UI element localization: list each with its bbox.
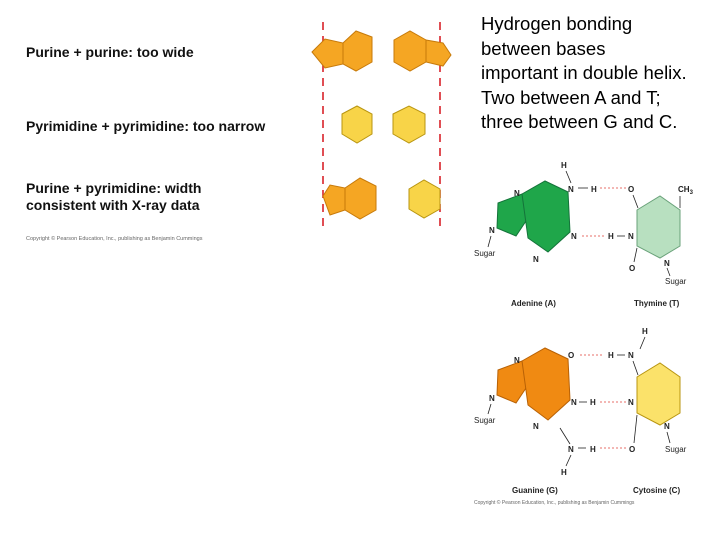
- row-purine-pyrimidine-label-line1: Purine + pyrimidine: width: [26, 180, 202, 196]
- purine-right-shape: [394, 31, 451, 71]
- adenine-molecule: [497, 181, 570, 252]
- thymine-o4: O: [628, 185, 635, 194]
- row-purine-pyrimidine-label-line2: consistent with X-ray data: [26, 197, 200, 213]
- thymine-sugar: Sugar: [665, 277, 687, 286]
- guanine-n9: N: [489, 394, 495, 403]
- guanine-amino-n: N: [568, 445, 574, 454]
- guanine-amino-h: H: [590, 445, 596, 454]
- cytosine-o2: O: [629, 445, 636, 454]
- caption-line-5: three between G and C.: [481, 111, 678, 132]
- pyrimidine-right-shape: [393, 106, 425, 143]
- caption-line-4: Two between A and T;: [481, 86, 661, 108]
- guanine-molecule: [497, 348, 570, 420]
- guanine-sugar: Sugar: [474, 416, 496, 425]
- thymine-ch3: $CH_3$: [678, 185, 693, 196]
- left-copyright: Copyright © Pearson Education, Inc., publishing as Benjamin Cummings: [26, 236, 203, 242]
- thymine-label: Thymine (T): [634, 299, 680, 308]
- adenine-amino-h-top: H: [561, 161, 567, 170]
- thymine-molecule: [637, 196, 680, 258]
- adenine-amino-h: H: [591, 185, 597, 194]
- pairs-copyright: Copyright © Pearson Education, Inc., publishing as Benjamin Cummings: [474, 500, 635, 506]
- row-pyrimidine-pyrimidine-label: Pyrimidine + pyrimidine: too narrow: [26, 118, 266, 134]
- guanine-n3: N: [533, 422, 539, 431]
- cytosine-n3: N: [628, 398, 634, 407]
- thymine-n3: N: [628, 232, 634, 241]
- adenine-label: Adenine (A): [511, 299, 556, 308]
- adenine-n3: N: [533, 255, 539, 264]
- cytosine-n1: N: [664, 422, 670, 431]
- row-purine-purine-label: Purine + purine: too wide: [26, 44, 194, 60]
- adenine-n1: N: [571, 232, 577, 241]
- adenine-sugar: Sugar: [474, 249, 496, 258]
- adenine-n9: N: [489, 226, 495, 235]
- cytosine-label: Cytosine (C): [633, 486, 681, 495]
- guanine-n1-h: H: [590, 398, 596, 407]
- adenine-n7: N: [514, 189, 520, 198]
- purine-left-shape: [312, 31, 372, 71]
- guanine-n7: N: [514, 356, 520, 365]
- caption-line-2: between bases: [481, 37, 606, 59]
- guanine-amino-h-bottom: H: [561, 468, 567, 477]
- guanine-o6: O: [568, 351, 575, 360]
- thymine-o2: O: [629, 264, 636, 273]
- thymine-n1: N: [664, 259, 670, 268]
- cytosine-sugar: Sugar: [665, 445, 687, 454]
- thymine-n3-h: H: [608, 232, 614, 241]
- caption-line-3: important in double helix.: [481, 62, 687, 83]
- pyrimidine-pair-shape: [409, 180, 440, 218]
- cytosine-amino-h: H: [608, 351, 614, 360]
- cytosine-amino-h-top: H: [642, 327, 648, 336]
- cytosine-molecule: [637, 363, 680, 425]
- caption-line-1: Hydrogen bonding: [481, 13, 633, 34]
- guanine-n1: N: [571, 398, 577, 407]
- pyrimidine-left-shape: [342, 106, 372, 143]
- guanine-label: Guanine (G): [512, 486, 558, 495]
- adenine-amino-n: N: [568, 185, 574, 194]
- purine-pair-shape: [323, 178, 376, 219]
- cytosine-amino-n: N: [628, 351, 634, 360]
